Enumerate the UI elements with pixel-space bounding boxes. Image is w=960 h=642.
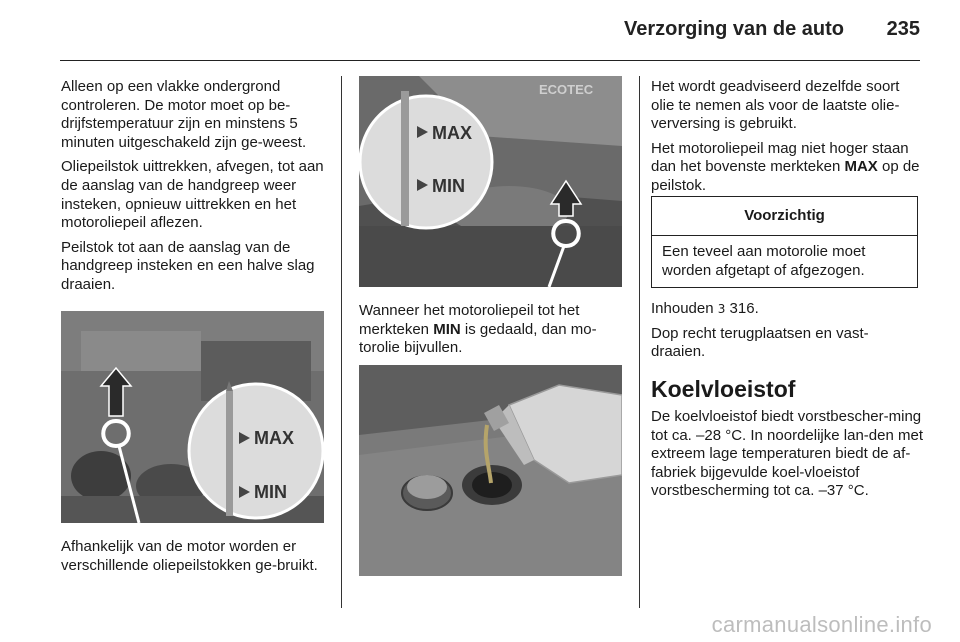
paragraph: Het wordt geadviseerd dezelfde soort olie te nemen als voor de laatste olie-verversing is gebruikt. — [651, 78, 900, 133]
paragraph — [651, 300, 921, 319]
watermark: carmanualsonline.info — [711, 612, 932, 637]
caution-title: Voorzichtig — [652, 197, 917, 236]
column-3-top — [651, 78, 921, 202]
engine-cover-text: ECOTEC — [539, 82, 594, 97]
dipstick-figure-2 — [359, 76, 622, 287]
paragraph: De koelvloeistof biedt vorstbescher-ming tot ca. –28 °C. In noordelijke lan-den met extreem lage temperaturen biedt de af-fabriek bijgevulde koel-vloeistof vorstbescherming tot ca. –37 °C. — [651, 408, 923, 500]
max-mark-text: MAX — [844, 158, 878, 176]
text: Inhouden — [651, 300, 718, 317]
text: 316. — [725, 300, 759, 317]
column-2-text — [359, 302, 627, 364]
caution-box — [651, 196, 918, 288]
dipstick-figure-1 — [61, 311, 324, 523]
column-divider-left — [341, 76, 342, 608]
max-label: MAX — [432, 123, 472, 143]
paragraph: Alleen op een vlakke ondergrond controleren. De motor moet op be-drijfstemperatuur zijn en minstens 5 minuten uitgeschakeld zijn ge-weest. — [61, 78, 307, 151]
page-header — [60, 0, 920, 61]
column-1-caption — [61, 538, 329, 581]
min-mark-text: MIN — [433, 320, 461, 338]
page-number: 235 — [886, 18, 920, 40]
text: is gedaald, dan mo-torolie bijvullen. — [359, 320, 597, 357]
paragraph — [651, 140, 921, 196]
paragraph: Oliepeilstok uittrekken, afvegen, tot aan de aanslag van de handgreep weer insteken, opnieuw uittrekken en het motoroliepeil aflezen. — [61, 158, 324, 232]
paragraph: Dop recht terugplaatsen en vast-draaien. — [651, 324, 869, 361]
caution-text: Een teveel aan motorolie moet worden afgetapt of afgezogen. — [662, 243, 866, 279]
min-label: MIN — [432, 176, 465, 196]
column-1-top — [61, 78, 329, 301]
paragraph — [359, 302, 627, 358]
column-3-middle — [651, 300, 921, 368]
column-divider-right — [639, 76, 640, 608]
text: Wanneer het motoroliepeil tot het merkteken — [359, 302, 580, 338]
max-label: MAX — [254, 428, 294, 448]
cross-reference-icon[interactable]: 3 — [717, 302, 726, 316]
paragraph: Peilstok tot aan de aanslag van de handgreep insteken en een halve slag draaien. — [61, 238, 315, 293]
text: op de peilstok. — [651, 158, 920, 194]
column-3-bottom — [651, 408, 923, 507]
header-title: Verzorging van de auto — [623, 18, 844, 40]
oil-filling-figure — [359, 365, 622, 576]
section-title: Koelvloeistof — [651, 376, 796, 402]
figure-caption: Afhankelijk van de motor worden er verschillende oliepeilstokken ge-bruikt. — [61, 538, 318, 574]
min-label: MIN — [254, 482, 287, 502]
text: Het motoroliepeil mag niet hoger staan dan het bovenste merkteken — [651, 139, 909, 176]
